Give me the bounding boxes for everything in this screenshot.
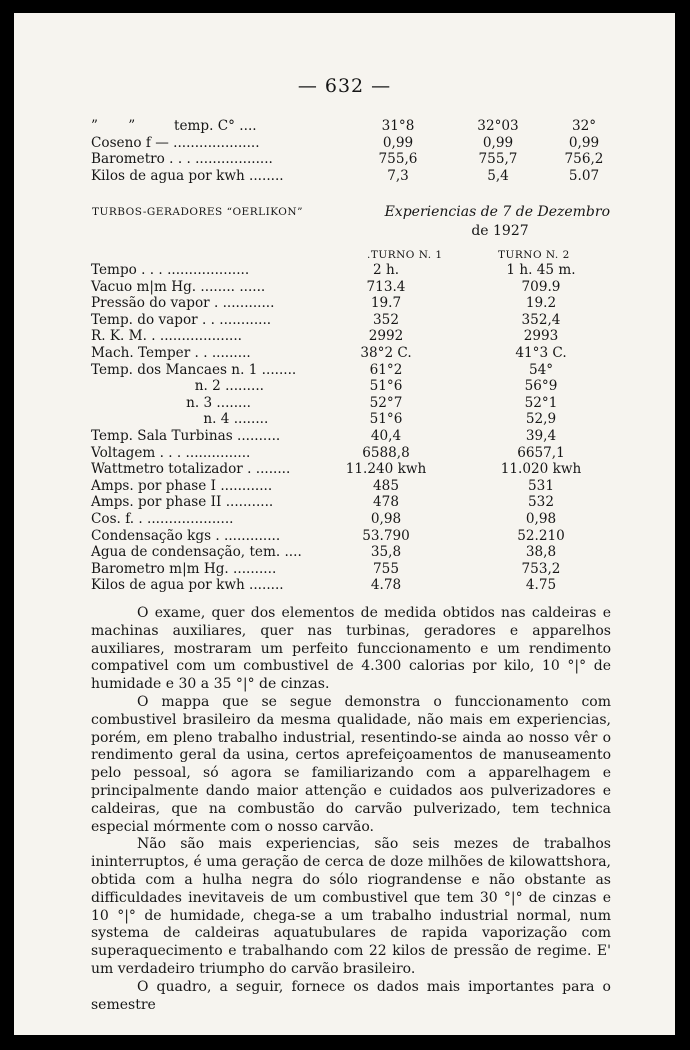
turno-1-value: 35,8 xyxy=(370,544,402,561)
value-col-2: 0,99 xyxy=(482,134,514,151)
turno-1-value: 755 xyxy=(373,560,399,577)
table-row xyxy=(91,544,616,561)
value-col-2: 32°03 xyxy=(477,118,519,134)
row-label: Kilos de agua por kwh ........ xyxy=(91,577,284,594)
table-row xyxy=(91,328,616,345)
turno-1-value: 52°7 xyxy=(369,394,403,411)
turno-2-value: 4.75 xyxy=(525,577,557,594)
row-label: Wattmetro totalizador . ........ xyxy=(91,461,291,478)
value-col-3: 5.07 xyxy=(568,167,600,184)
table-row xyxy=(91,395,616,412)
page-number: — 632 — xyxy=(297,75,392,97)
value-col-3: 756,2 xyxy=(564,151,604,168)
turno-1-value: 11.240 kwh xyxy=(345,461,427,478)
table-row xyxy=(91,312,616,329)
row-label: Temp. dos Mancaes n. 1 ........ xyxy=(91,361,297,378)
value-col-3: 32° xyxy=(571,118,597,134)
turno-2-value: 39,4 xyxy=(525,427,557,444)
row-label: Kilos de agua por kwh ........ xyxy=(91,167,284,184)
row-label: Amps. por phase I ............ xyxy=(91,477,273,494)
value-col-1: 31°8 xyxy=(381,118,415,134)
turno-1-value: 38°2 C. xyxy=(360,344,412,361)
row-label: Mach. Temper . . ......... xyxy=(91,344,251,361)
row-label: Temp. Sala Turbinas .......... xyxy=(91,427,281,444)
table-row xyxy=(91,461,616,478)
turno-2-value: 1 h. 45 m. xyxy=(506,262,576,278)
table-row xyxy=(91,478,616,495)
row-label: n. 4 ........ xyxy=(91,411,269,428)
turno-2-value: 531 xyxy=(528,477,554,494)
turno-2-value: 2993 xyxy=(523,328,559,345)
paragraph: O mappa que se segue demonstra o funccionamento com combustivel brasileiro da mesma qualidade, não mais em experiencias, porém, em pleno trabalho industrial, resentindo-se ainda ao nosso vêr o rendimento geral da usina, certos aprefeiçoamentos de manuseamento pelo pessoal, só agora se familiarizando com a apparelhagem e principalmente dando maior attenção e cuidados aos pulverizadores e caldeiras, que na combustão do carvão pulverizado, tem technica especial mórmente com o nosso carvão. xyxy=(91,693,611,835)
turno-1-value: 6588,8 xyxy=(362,444,410,461)
row-label: n. 3 ........ xyxy=(91,394,251,411)
row-label: Barometro m|m Hg. .......... xyxy=(91,560,277,577)
turno-2-value: 41°3 C. xyxy=(515,344,567,361)
value-col-3: 0,99 xyxy=(568,134,600,151)
turno-2-value: 753,2 xyxy=(521,560,561,577)
table-row xyxy=(91,528,616,545)
body-text xyxy=(91,605,611,1014)
table-row xyxy=(91,511,616,528)
experiment-date-line-1: Experiencias de 7 de Dezembro xyxy=(384,204,610,220)
table-row xyxy=(91,494,616,511)
turno-1-value: 51°6 xyxy=(369,378,403,395)
table-row xyxy=(91,279,616,296)
experiment-date-heading xyxy=(340,203,610,241)
turno-1-value: 478 xyxy=(373,494,399,511)
value-col-2: 5,4 xyxy=(487,167,509,184)
row-label: R. K. M. . ................... xyxy=(91,328,242,345)
turno-1-value: 713.4 xyxy=(366,278,406,295)
table-row xyxy=(91,378,616,395)
row-label: Voltagem . . . ............... xyxy=(91,444,251,461)
turbo-generator-table xyxy=(91,262,616,594)
paragraph: O quadro, a seguir, fornece os dados mais importantes para o semestre xyxy=(91,978,611,1013)
row-label: Barometro . . . .................. xyxy=(91,151,273,168)
table-row xyxy=(91,577,616,594)
turno-1-value: 53.790 xyxy=(362,527,410,544)
column-header-turno-1: .TURNO N. 1 xyxy=(367,249,443,261)
turno-2-value: 709.9 xyxy=(521,278,561,295)
section-title: TURBOS-GERADORES “OERLIKON” xyxy=(92,206,303,218)
turno-2-value: 352,4 xyxy=(521,311,561,328)
row-label: Condensação kgs . ............. xyxy=(91,527,281,544)
turno-1-value: 19.7 xyxy=(370,295,402,312)
turno-2-value: 52,9 xyxy=(525,411,557,428)
table-row xyxy=(91,411,616,428)
table-row xyxy=(91,362,616,379)
turno-1-value: 2992 xyxy=(368,328,404,345)
experiment-date-line-2: de 1927 xyxy=(471,223,529,239)
table-row xyxy=(91,118,611,135)
row-label: Tempo . . . ................... xyxy=(91,262,250,278)
table-row xyxy=(91,428,616,445)
turno-2-value: 56°9 xyxy=(524,378,558,395)
turno-1-value: 2 h. xyxy=(372,262,400,278)
turno-2-value: 532 xyxy=(528,494,554,511)
turno-2-value: 19.2 xyxy=(525,295,557,312)
paragraph: Não são mais experiencias, são seis mezes de trabalhos ininterruptos, é uma geração de cerca de doze milhões de kilowattshora, obtida com a hulha negra do sólo riograndense e não obstante as difficuldades inevitaveis de um combustivel que tem 30 °|° de cinzas e 10 °|° de humidade, chega-se a um trabalho industrial normal, num systema de caldeiras aquatubulares de rapida vaporização com superaquecimento e trabalhando com 22 kilos de pressão de regime. E' um verdadeiro triumpho do carvão brasileiro. xyxy=(91,836,611,977)
row-label: Cos. f. . .................... xyxy=(91,510,234,527)
row-label: Temp. do vapor . . ............ xyxy=(91,311,272,328)
value-col-1: 0,99 xyxy=(382,134,414,151)
turno-1-value: 0,98 xyxy=(370,510,402,527)
table-row xyxy=(91,445,616,462)
row-label: Amps. por phase II ........... xyxy=(91,494,274,511)
turno-2-value: 6657,1 xyxy=(517,444,565,461)
row-label: Coseno f — .................... xyxy=(91,134,260,151)
table-row xyxy=(91,345,616,362)
measurements-table-continued xyxy=(91,118,611,184)
turno-2-value: 11.020 kwh xyxy=(500,461,582,478)
row-label: Vacuo m|m Hg. ........ ...... xyxy=(91,278,266,295)
turno-2-value: 38,8 xyxy=(525,544,557,561)
turno-1-value: 51°6 xyxy=(369,411,403,428)
table-row xyxy=(91,168,611,185)
value-col-2: 755,7 xyxy=(478,151,518,168)
row-label: Pressão do vapor . ............ xyxy=(91,295,275,312)
value-col-1: 7,3 xyxy=(387,167,409,184)
turno-1-value: 40,4 xyxy=(370,427,402,444)
table-row xyxy=(91,262,616,279)
row-label: n. 2 ......... xyxy=(91,378,264,395)
value-col-1: 755,6 xyxy=(378,151,418,168)
turno-1-value: 4.78 xyxy=(370,577,402,594)
turno-1-value: 61°2 xyxy=(369,361,403,378)
turno-1-value: 485 xyxy=(373,477,399,494)
turno-2-value: 52.210 xyxy=(517,527,565,544)
table-row xyxy=(91,295,616,312)
row-label: ” ” temp. C° .... xyxy=(91,118,257,134)
turno-2-value: 0,98 xyxy=(525,510,557,527)
turno-2-value: 54° xyxy=(528,361,554,378)
table-row xyxy=(91,135,611,152)
turno-2-value: 52°1 xyxy=(524,394,558,411)
column-header-turno-2: TURNO N. 2 xyxy=(498,249,570,261)
document-page xyxy=(14,13,675,1035)
turno-1-value: 352 xyxy=(373,311,399,328)
paragraph: O exame, quer dos elementos de medida obtidos nas caldeiras e machinas auxiliares, quer nas turbinas, geradores e apparelhos auxiliares, mostraram um perfeito funccionamento e um rendimento compativel com um combustivel de 4.300 calorias por kilo, 10 °|° de humidade e 30 a 35 °|° de cinzas. xyxy=(91,605,611,693)
row-label: Agua de condensação, tem. .... xyxy=(91,544,302,561)
table-row xyxy=(91,561,616,578)
table-row xyxy=(91,151,611,168)
